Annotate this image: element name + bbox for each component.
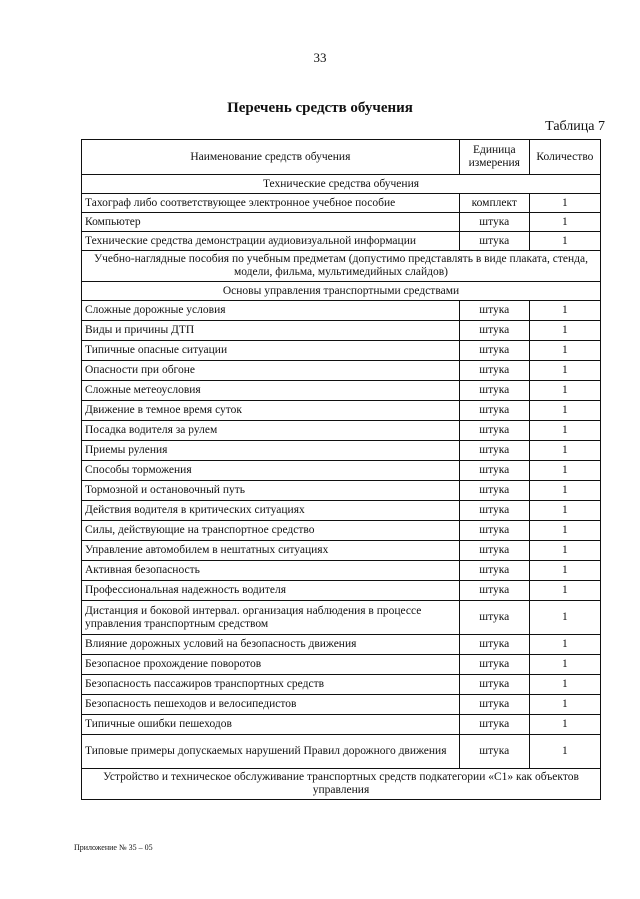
training-equipment-table bbox=[81, 139, 601, 800]
table-row bbox=[82, 341, 601, 361]
table-row bbox=[82, 541, 601, 561]
table-row bbox=[82, 675, 601, 695]
item-name: Типовые примеры допускаемых нарушений Правил дорожного движения bbox=[82, 735, 460, 769]
item-quantity: 1 bbox=[529, 501, 600, 521]
item-unit: штука bbox=[459, 461, 529, 481]
table-row bbox=[82, 635, 601, 655]
item-name: Сложные дорожные условия bbox=[82, 301, 460, 321]
item-quantity: 1 bbox=[529, 695, 600, 715]
item-unit: штука bbox=[459, 501, 529, 521]
table-row bbox=[82, 401, 601, 421]
table-row bbox=[82, 232, 601, 251]
header-quantity: Количество bbox=[529, 140, 600, 175]
item-name: Действия водителя в критических ситуациях bbox=[82, 501, 460, 521]
table-row bbox=[82, 481, 601, 501]
item-name: Типичные опасные ситуации bbox=[82, 341, 460, 361]
item-name: Компьютер bbox=[82, 213, 460, 232]
table-row bbox=[82, 735, 601, 769]
item-quantity: 1 bbox=[529, 635, 600, 655]
page-title: Перечень средств обучения bbox=[227, 100, 413, 116]
item-name: Опасности при обгоне bbox=[82, 361, 460, 381]
item-unit: штука bbox=[459, 421, 529, 441]
item-name: Безопасное прохождение поворотов bbox=[82, 655, 460, 675]
item-name: Безопасность пешеходов и велосипедистов bbox=[82, 695, 460, 715]
item-quantity: 1 bbox=[529, 213, 600, 232]
table-row bbox=[82, 561, 601, 581]
table-row bbox=[82, 213, 601, 232]
table-header-row bbox=[82, 140, 601, 175]
item-unit: штука bbox=[459, 601, 529, 635]
item-unit: штука bbox=[459, 541, 529, 561]
item-quantity: 1 bbox=[529, 655, 600, 675]
item-name: Влияние дорожных условий на безопасность движения bbox=[82, 635, 460, 655]
item-unit: штука bbox=[459, 735, 529, 769]
item-name: Сложные метеоусловия bbox=[82, 381, 460, 401]
table-row bbox=[82, 321, 601, 341]
item-quantity: 1 bbox=[529, 541, 600, 561]
section-title: Устройство и техническое обслуживание транспортных средств подкатегории «С1» как объектов управления bbox=[82, 769, 601, 800]
item-name: Приемы руления bbox=[82, 441, 460, 461]
table-row bbox=[82, 381, 601, 401]
table-row bbox=[82, 655, 601, 675]
item-unit: штука bbox=[459, 481, 529, 501]
item-quantity: 1 bbox=[529, 735, 600, 769]
item-unit: штука bbox=[459, 655, 529, 675]
item-name: Движение в темное время суток bbox=[82, 401, 460, 421]
footer-note: Приложение № 35 – 05 bbox=[74, 843, 153, 852]
table-row bbox=[82, 441, 601, 461]
table-row bbox=[82, 601, 601, 635]
table-row bbox=[82, 461, 601, 481]
item-unit: штука bbox=[459, 321, 529, 341]
section-title: Технические средства обучения bbox=[82, 175, 601, 194]
item-quantity: 1 bbox=[529, 461, 600, 481]
table-row bbox=[82, 301, 601, 321]
item-unit: штука bbox=[459, 675, 529, 695]
item-quantity: 1 bbox=[529, 401, 600, 421]
section-title: Учебно-наглядные пособия по учебным предметам (допустимо представлять в виде плаката, стенда, модели, фильма, мультимедийных слайдов) bbox=[82, 251, 601, 282]
table-row bbox=[82, 695, 601, 715]
item-unit: штука bbox=[459, 341, 529, 361]
item-quantity: 1 bbox=[529, 361, 600, 381]
table-row bbox=[82, 501, 601, 521]
item-name: Профессиональная надежность водителя bbox=[82, 581, 460, 601]
section-row bbox=[82, 251, 601, 282]
subsection-title: Основы управления транспортными средствами bbox=[82, 282, 601, 301]
item-name: Типичные ошибки пешеходов bbox=[82, 715, 460, 735]
item-unit: штука bbox=[459, 521, 529, 541]
item-name: Технические средства демонстрации аудиовизуальной информации bbox=[82, 232, 460, 251]
item-name: Виды и причины ДТП bbox=[82, 321, 460, 341]
subsection-row bbox=[82, 282, 601, 301]
item-name: Тормозной и остановочный путь bbox=[82, 481, 460, 501]
item-name: Безопасность пассажиров транспортных средств bbox=[82, 675, 460, 695]
item-unit: штука bbox=[459, 695, 529, 715]
table-row bbox=[82, 521, 601, 541]
table-row bbox=[82, 361, 601, 381]
item-unit: штука bbox=[459, 213, 529, 232]
item-name: Посадка водителя за рулем bbox=[82, 421, 460, 441]
item-unit: штука bbox=[459, 381, 529, 401]
item-quantity: 1 bbox=[529, 301, 600, 321]
item-unit: штука bbox=[459, 715, 529, 735]
page-number: 33 bbox=[313, 50, 327, 65]
item-quantity: 1 bbox=[529, 601, 600, 635]
item-unit: штука bbox=[459, 301, 529, 321]
item-quantity: 1 bbox=[529, 341, 600, 361]
item-unit: штука bbox=[459, 361, 529, 381]
item-name: Активная безопасность bbox=[82, 561, 460, 581]
item-quantity: 1 bbox=[529, 521, 600, 541]
item-unit: штука bbox=[459, 635, 529, 655]
item-name: Тахограф либо соответствующее электронное учебное пособие bbox=[82, 194, 460, 213]
item-unit: штука bbox=[459, 581, 529, 601]
item-quantity: 1 bbox=[529, 232, 600, 251]
item-unit: штука bbox=[459, 401, 529, 421]
item-quantity: 1 bbox=[529, 441, 600, 461]
table-row bbox=[82, 581, 601, 601]
item-name: Дистанция и боковой интервал. организация наблюдения в процессе управления транспортным средством bbox=[82, 601, 460, 635]
table-row bbox=[82, 715, 601, 735]
item-quantity: 1 bbox=[529, 381, 600, 401]
item-unit: штука bbox=[459, 561, 529, 581]
item-name: Способы торможения bbox=[82, 461, 460, 481]
table-row bbox=[82, 194, 601, 213]
item-quantity: 1 bbox=[529, 675, 600, 695]
item-quantity: 1 bbox=[529, 481, 600, 501]
item-unit: штука bbox=[459, 441, 529, 461]
item-quantity: 1 bbox=[529, 561, 600, 581]
table-caption: Таблица 7 bbox=[545, 119, 605, 134]
item-name: Управление автомобилем в нештатных ситуациях bbox=[82, 541, 460, 561]
section-row bbox=[82, 769, 601, 800]
section-row bbox=[82, 175, 601, 194]
item-name: Силы, действующие на транспортное средство bbox=[82, 521, 460, 541]
item-unit: комплект bbox=[459, 194, 529, 213]
item-quantity: 1 bbox=[529, 715, 600, 735]
item-quantity: 1 bbox=[529, 581, 600, 601]
item-unit: штука bbox=[459, 232, 529, 251]
item-quantity: 1 bbox=[529, 321, 600, 341]
item-quantity: 1 bbox=[529, 194, 600, 213]
header-unit: Единица измерения bbox=[459, 140, 529, 175]
header-name: Наименование средств обучения bbox=[82, 140, 460, 175]
table-row bbox=[82, 421, 601, 441]
item-quantity: 1 bbox=[529, 421, 600, 441]
